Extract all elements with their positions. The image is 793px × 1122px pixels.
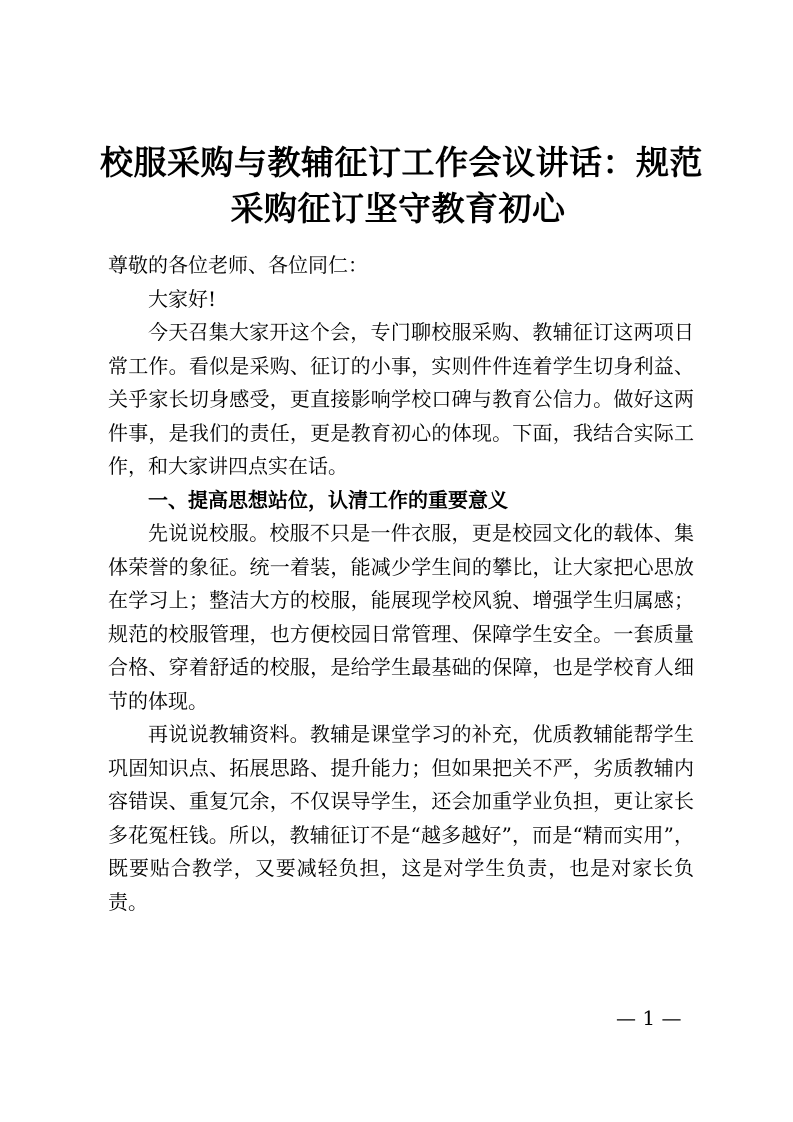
document-body — [108, 249, 694, 919]
greeting: 大家好! — [148, 286, 217, 311]
section-heading-1: 一、提高思想站位，认清工作的重要意义 — [148, 487, 508, 512]
paragraph-teaching-materials: 再说说教辅资料。教辅是课堂学习的补充，优质教辅能帮学生巩固知识点、拓展思路、提升能力；但如果把关不严，劣质教辅内容错误、重复冗余，不仅误导学生，还会加重学业负担，更让家长多花冤枉钱。所以，教辅征订不是“越多越好”，而是“精而实用”，既要贴合教学，又要减轻负担，这是对学生负责，也是对家长负责。 — [108, 722, 694, 914]
paragraph-intro: 今天召集大家开这个会，专门聊校服采购、教辅征订这两项日常工作。看似是采购、征订的小事，实则件件连着学生切身利益、关乎家长切身感受，更直接影响学校口碑与教育公信力。做好这两件事，是我们的责任，更是教育初心的体现。下面，我结合实际工作，和大家讲四点实在话。 — [108, 320, 694, 478]
salutation: 尊敬的各位老师、各位同仁： — [108, 253, 368, 277]
document-title — [100, 140, 703, 232]
paragraph-uniforms: 先说说校服。校服不只是一件衣服，更是校园文化的载体、集体荣誉的象征。统一着装，能减少学生间的攀比，让大家把心思放在学习上；整洁大方的校服，能展现学校风貌、增强学生归属感；规范的校服管理，也方便校园日常管理、保障学生安全。一套质量合格、穿着舒适的校服，是给学生最基础的保障，也是学校育人细节的体现。 — [108, 521, 694, 713]
title-line-1: 校服采购与教辅征订工作会议讲话：规范 — [100, 143, 703, 182]
title-line-2: 采购征订坚守教育初心 — [230, 189, 566, 228]
page-number: — 1 — — [616, 1006, 682, 1030]
